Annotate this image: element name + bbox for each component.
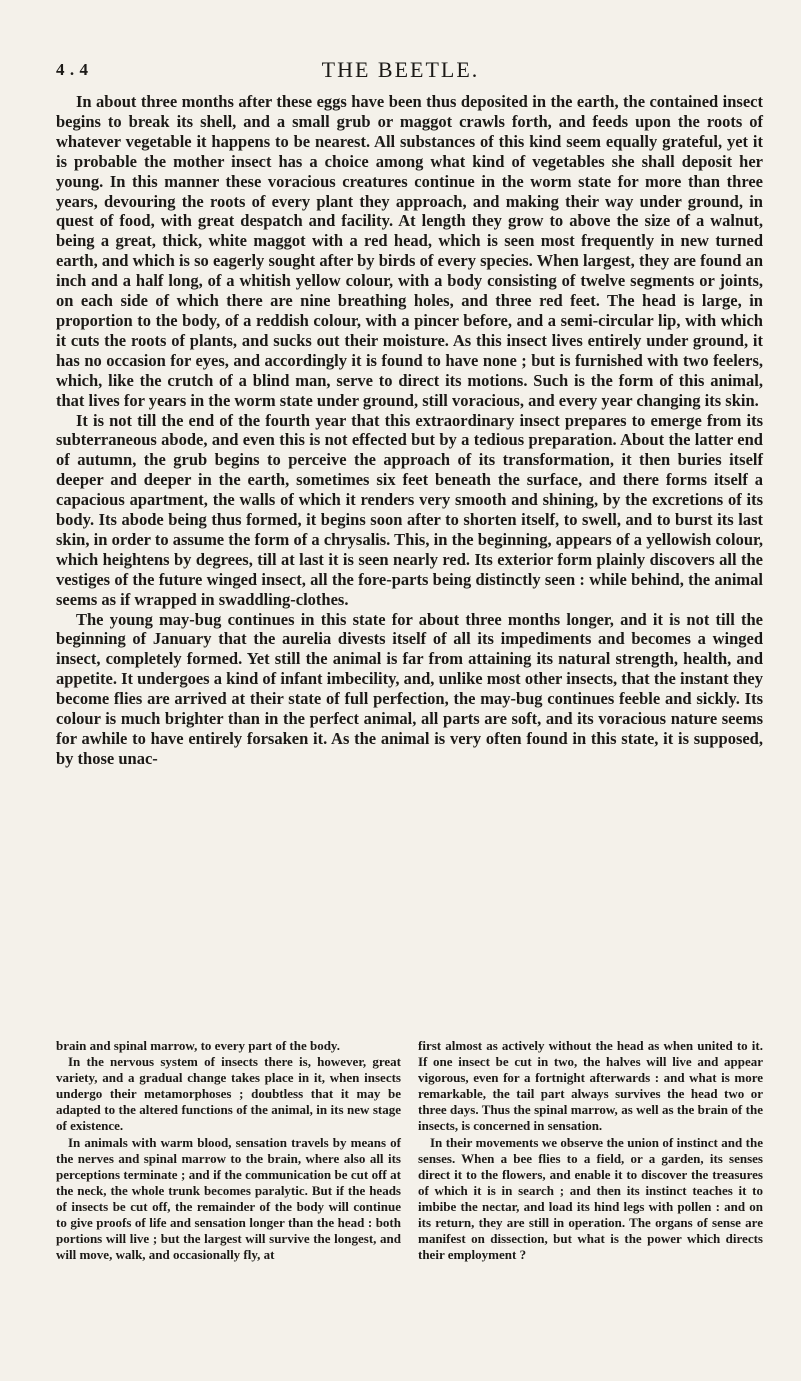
footnote-right-column bbox=[418, 1038, 763, 1263]
footnote-paragraph: In their movements we observe the union of instinct and the senses. When a bee flies to a field, or a garden, its senses direct it to the flowers, and enable it to discover the treasures of which it is in search ; and then its instinct teaches it to imbibe the nectar, and load its hind legs with pollen : and on its return, they are still in operation. The organs of sense are manifest on dissection, but what is the power which directs their employment ? bbox=[418, 1134, 763, 1263]
footnote-paragraph: brain and spinal marrow, to every part of the body. bbox=[56, 1038, 340, 1053]
page-number: 4 . 4 bbox=[56, 60, 90, 79]
footnote-columns bbox=[56, 1038, 763, 1263]
main-paragraph: In about three months after these eggs have been thus deposited in the earth, the contained insect begins to break its shell, and a small grub or maggot crawls forth, and feeds upon the roots of whatever vegetable it happens to be nearest. All substances of this kind seem equally grateful, yet it is probable the mother insect has a choice among what kind of vegetables she shall deposit her young. In this manner these voracious creatures continue in the worm state for more than three years, devouring the roots of every plant they approach, and making their way under ground, in quest of food, with great despatch and facility. At length they grow to above the size of a walnut, being a great, thick, white maggot with a red head, which is seen most frequently in new turned earth, and which is so eagerly sought after by birds of every species. When largest, they are found an inch and a half long, of a whitish yellow colour, with a body consisting of twelve segments or joints, on each side of which there are nine breathing holes, and three red feet. The head is large, in proportion to the body, of a reddish colour, with a pincer before, and a semi-circular lip, with which it cuts the roots of plants, and sucks out their moisture. As this insect lives entirely under ground, it has no occasion for eyes, and accordingly it is found to have none ; but is furnished with two feelers, which, like the crutch of a blind man, serve to direct its motions. Such is the form of this animal, that lives for years in the worm state under ground, still voracious, and every year changing its skin. bbox=[56, 92, 763, 410]
footnote-paragraph: In animals with warm blood, sensation travels by means of the nerves and spinal marrow to the brain, where also all its perceptions terminate ; and if the communication be cut off at the neck, the whole trunk becomes paralytic. But if the heads of insects be cut off, the remainder of the body will continue to give proofs of life and sensation longer than the head : both portions will live ; but the largest will survive the longest, and will move, walk, and occasionally fly, at bbox=[56, 1134, 401, 1263]
running-title: THE BEETLE. bbox=[321, 57, 480, 82]
footnote-paragraph: In the nervous system of insects there is, however, great variety, and a gradual change takes place in it, when insects undergo their metamorphoses ; doubtless that it may be adapted to the altered functions of the animal, in its new stage of existence. bbox=[56, 1054, 401, 1134]
main-text bbox=[56, 92, 763, 769]
main-paragraph: It is not till the end of the fourth year that this extraordinary insect prepares to emerge from its subterraneous abode, and even this is not effected but by a tedious preparation. About the latter end of autumn, the grub begins to perceive the approach of its transformation, it then buries itself deeper and deeper in the earth, sometimes six feet beneath the surface, and there forms itself a capacious apartment, the walls of which it renders very smooth and shining, by the excretions of its body. Its abode being thus formed, it begins soon after to shorten itself, to swell, and to burst its last skin, in order to assume the form of a chrysalis. This, in the beginning, appears of a yellowish colour, which heightens by degrees, till at last it is seen nearly red. Its exterior form plainly discovers all the vestiges of the future winged insect, all the fore-parts being distinctly seen : while behind, the animal seems as if wrapped in swaddling-clothes. bbox=[56, 410, 763, 609]
main-paragraph: The young may-bug continues in this state for about three months longer, and it is not till the beginning of January that the aurelia divests itself of all its impediments and becomes a winged insect, completely formed. Yet still the animal is far from attaining its natural strength, health, and appetite. It undergoes a kind of infant imbecility, and, unlike most other insects, that the instant they become flies are arrived at their state of full perfection, the may-bug continues feeble and sickly. Its colour is much brighter than in the perfect animal, all parts are soft, and its voracious nature seems for awhile to have entirely forsaken it. As the animal is very often found in this state, it is supposed, by those unac- bbox=[56, 609, 763, 768]
footnote-left-column bbox=[56, 1038, 401, 1263]
footnote-paragraph: first almost as actively without the head as when united to it. If one insect be cut in two, the halves will live and appear vigorous, even for a fortnight afterwards : and what is more remarkable, the tail part always survives the head two or three days. Thus the spinal marrow, as well as the brain of the insects, is concerned in sensation. bbox=[418, 1038, 763, 1134]
